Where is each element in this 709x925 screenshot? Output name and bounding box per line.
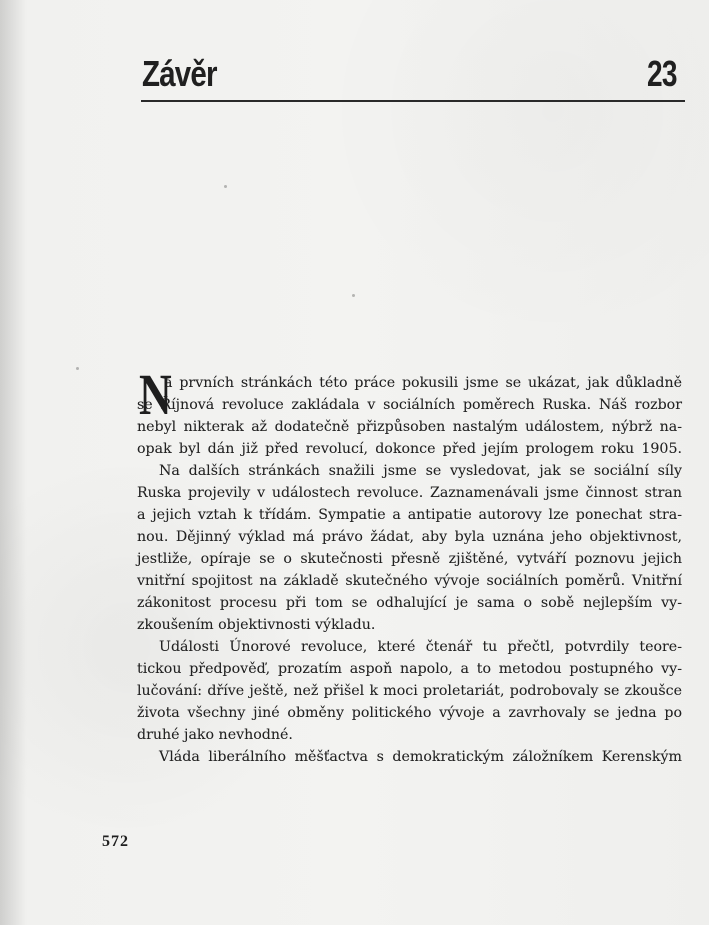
text-line: života všechny jiné obměny politického vývoje a zavrhovaly se jedna po xyxy=(137,705,682,721)
paper-speck xyxy=(76,367,79,370)
text-line: jestliže, opíraje se o skutečnosti přesně zjištěné, vytváří poznovu jejich xyxy=(137,551,682,567)
chapter-body xyxy=(137,362,682,768)
text-line: nou. Dějinný výklad má právo žádat, aby byla uznána jeho objektivnost, xyxy=(137,529,682,545)
text-line: nebyl nikterak až dodatečně přizpůsoben nastalým událostem, nýbrž na- xyxy=(137,419,682,435)
text-line: druhé jako nevhodné. xyxy=(137,727,293,743)
page-edge-shadow xyxy=(0,0,26,925)
text-line: zkoušením objektivnosti výkladu. xyxy=(137,617,376,633)
paper-speck xyxy=(224,185,227,188)
text-line: Na dalších stránkách snažili jsme se vysledovat, jak se sociální síly xyxy=(159,463,682,479)
chapter-number: 23 xyxy=(647,53,677,94)
text-line: opak byl dán již před revolucí, dokonce před jejím prologem roku 1905. xyxy=(137,441,682,457)
text-line: zákonitost procesu při tom se odhalující je sama o sobě nejlepším vy- xyxy=(137,595,682,611)
text-line: Události Únorové revoluce, které čtenář tu přečtl, potvrdily teore- xyxy=(159,639,682,655)
text-line: a jejich vztah k třídám. Sympatie a antipatie autorovy lze ponechat stra- xyxy=(137,507,682,523)
chapter-title: Závěr xyxy=(142,53,217,94)
text-line: lučování: dříve ještě, než přišel k moci proletariát, podrobovaly se zkoušce xyxy=(137,683,682,699)
text-line: tickou předpověď, prozatím aspoň napolo, a to metodou postupného vy- xyxy=(137,661,682,677)
drop-cap: N xyxy=(139,362,172,427)
text-line: Ruska projevily v událostech revoluce. Zaznamenávali jsme činnost stran xyxy=(137,485,682,501)
page-number: 572 xyxy=(102,833,129,850)
text-line: a prvních stránkách této práce pokusili jsme se ukázat, jak důkladně xyxy=(164,375,682,391)
paper-speck xyxy=(352,294,355,297)
text-line: se Říjnová revoluce zakládala v sociálních poměrech Ruska. Náš rozbor xyxy=(137,397,682,413)
text-line: vnitřní spojitost na základě skutečného vývoje sociálních poměrů. Vnitřní xyxy=(137,573,682,589)
text-line: Vláda liberálního měšťactva s demokratickým záložníkem Kerenským xyxy=(159,749,682,765)
title-rule xyxy=(141,100,685,102)
